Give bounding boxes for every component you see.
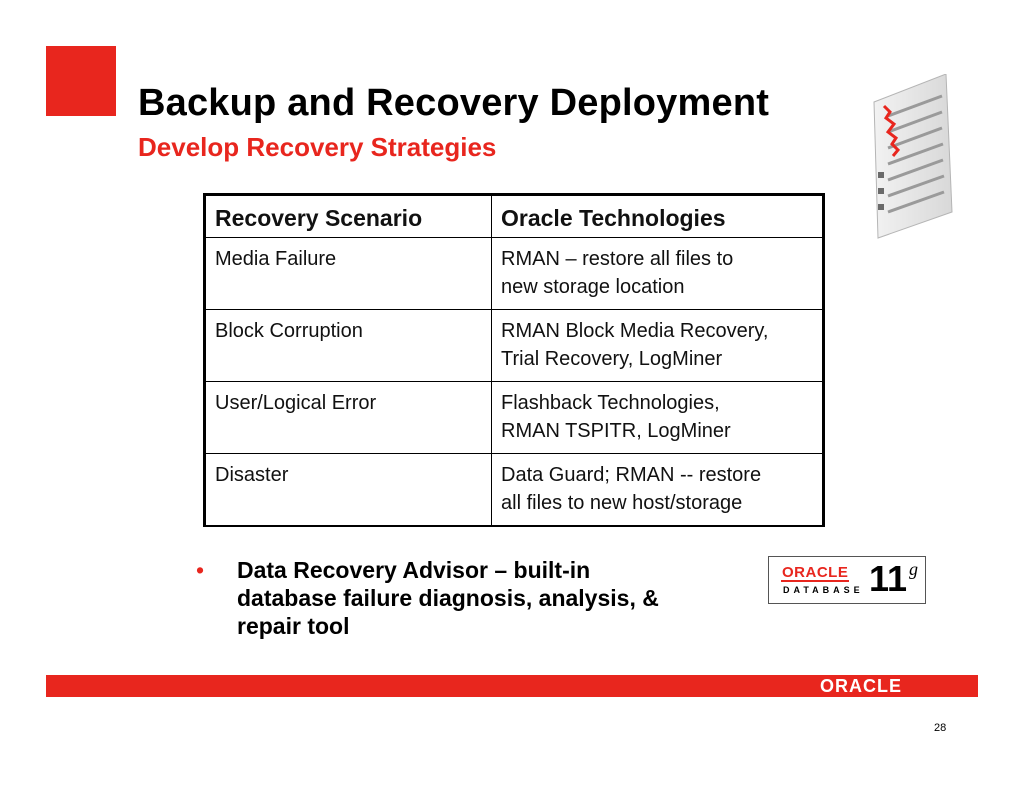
bullet-point [196,556,736,640]
scenario-cell: User/Logical Error [206,382,492,454]
technologies-line: RMAN Block Media Recovery, [501,320,769,342]
technologies-line: all files to new host/storage [501,492,743,514]
table-row [206,454,823,526]
technologies-cell [492,238,823,310]
technologies-cell [492,454,823,526]
bullet-text [237,556,736,640]
scenario-cell: Media Failure [206,238,492,310]
table-header-row [206,196,823,238]
checklist-icon [866,74,956,244]
logo-oracle-word: ORACLE [782,564,849,581]
technologies-line: Data Guard; RMAN -- restore [501,464,762,486]
recovery-strategy-table [203,193,825,527]
footer-oracle-logo: ORACLE [820,676,902,696]
scenario-cell: Disaster [206,454,492,526]
scenario-cell: Block Corruption [206,310,492,382]
technologies-line: Flashback Technologies, [501,392,720,414]
page-number: 28 [934,722,947,734]
logo-database-word: DATABASE [783,585,864,595]
technologies-line: RMAN – restore all files to [501,248,734,270]
bullet-marker: • [196,557,205,583]
table-row [206,310,823,382]
technologies-line: Trial Recovery, LogMiner [501,348,723,370]
column-header-technologies: Oracle Technologies [492,196,823,238]
table-row [206,382,823,454]
red-accent-square [46,46,116,116]
logo-version-suffix: g [909,559,918,579]
bullet-line: database failure diagnosis, analysis, & [237,585,659,611]
slide-title: Backup and Recovery Deployment [138,82,770,124]
logo-version: 11 [869,558,908,599]
slide-subtitle: Develop Recovery Strategies [138,132,497,162]
oracle-database-11g-logo [768,556,926,604]
technologies-cell [492,310,823,382]
table-row [206,238,823,310]
column-header-scenario: Recovery Scenario [206,196,492,238]
technologies-line: RMAN TSPITR, LogMiner [501,420,731,442]
technologies-cell [492,382,823,454]
technologies-line: new storage location [501,276,685,298]
bullet-line: Data Recovery Advisor – built-in [237,557,591,583]
bullet-line: repair tool [237,613,350,639]
